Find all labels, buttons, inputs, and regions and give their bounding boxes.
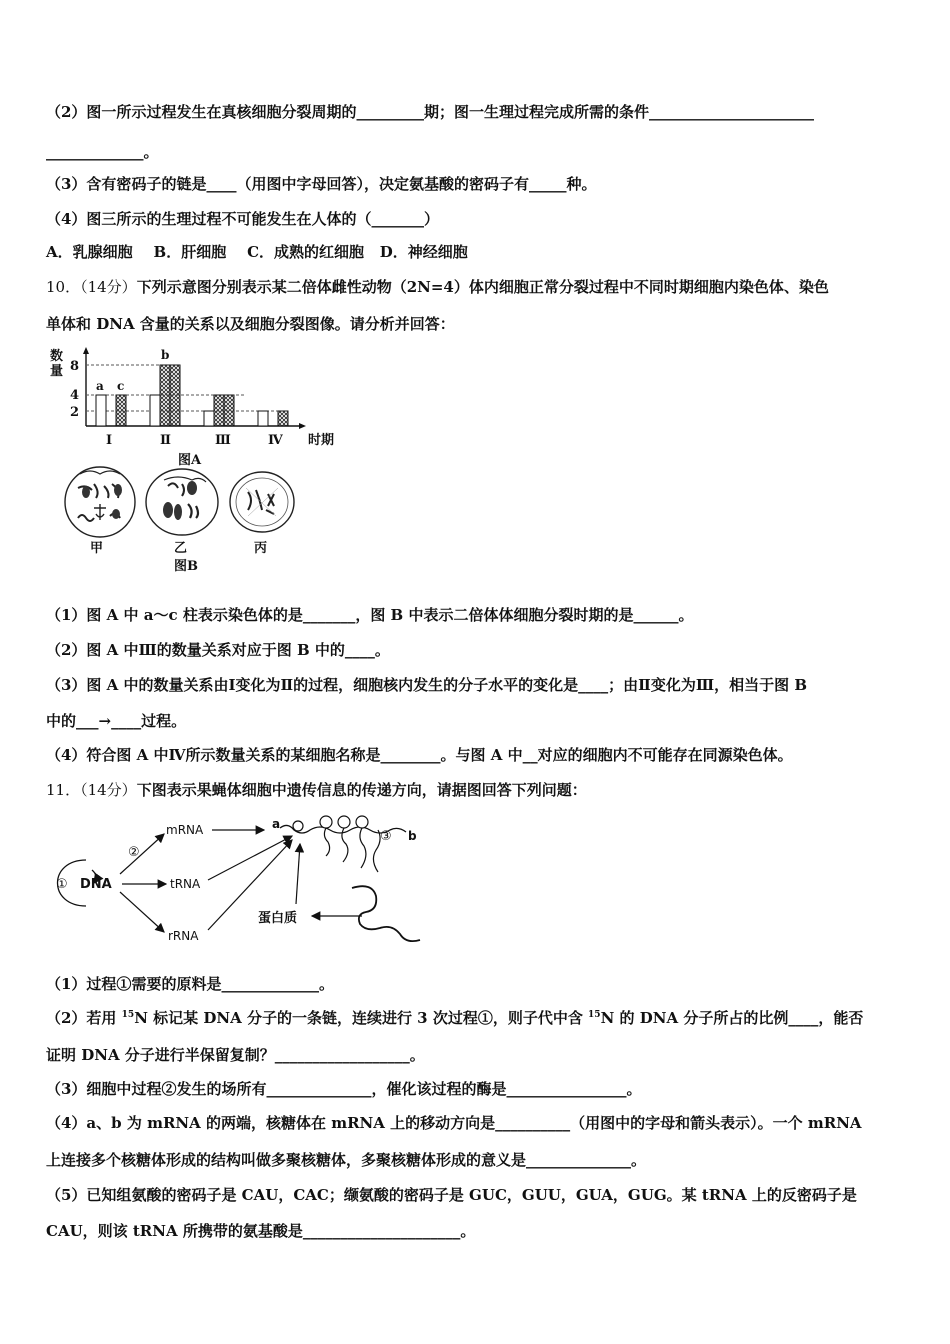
trna-label: tRNA: [170, 877, 201, 891]
fig-a-ytick-4: 4: [70, 388, 80, 403]
q10-part3-cont: 中的___→____过程。: [46, 712, 187, 730]
cell-yi-label: 乙: [174, 541, 188, 556]
fig-a-caption: 图A: [178, 453, 202, 468]
fig-a-xlabel: 时期: [308, 433, 335, 448]
rrna-label: rRNA: [168, 929, 199, 943]
q9-part4: （4）图三所示的生理过程不可能发生在人体的（_______）: [46, 210, 439, 228]
fig-a-label-b: b: [161, 348, 170, 362]
q10-part2: （2）图 A 中Ⅲ的数量关系对应于图 B 中的____。: [46, 641, 390, 659]
q10-heading: [46, 277, 910, 297]
fig-a-bar-II-b: [160, 365, 170, 426]
q10-stem-cont: 单体和 DNA 含量的关系以及细胞分裂图像。请分析并回答：: [46, 315, 455, 333]
fig-a-bar-III-c: [224, 395, 234, 426]
arrow-dna-rrna: [120, 892, 164, 932]
fig-a-period-I: Ⅰ: [106, 433, 113, 448]
figure-b: [60, 460, 310, 574]
dna-label: DNA: [80, 877, 112, 892]
q10-part3: （3）图 A 中的数量关系由Ⅰ变化为Ⅱ的过程，细胞核内发生的分子水平的变化是____；由Ⅱ变化为Ⅲ，相当于图 B: [46, 676, 807, 694]
figure-a: [44, 344, 364, 472]
q10-part1: （1）图 A 中 a～c 柱表示染色体的是_______，图 B 中表示二倍体体细胞分裂时期的是______。: [46, 606, 694, 624]
q11-part2-mid: N 标记某 DNA 分子的一条链，连续进行 3 次过程①，则子代中含: [134, 1009, 589, 1027]
q11-part2: [46, 1008, 910, 1028]
q11-part4: （4）a、b 为 mRNA 的两端，核糖体在 mRNA 上的移动方向是__________（用图中的字母和箭头表示）。一个 mRNA: [46, 1114, 862, 1132]
q11-part1: （1）过程①需要的原料是_____________。: [46, 975, 334, 993]
cell-jia: [65, 467, 135, 537]
q11-part5-cont: CAU，则该 tRNA 所携带的氨基酸是_____________________。: [46, 1222, 476, 1240]
q11-part2-pre: （2）若用: [46, 1009, 122, 1027]
process-2-label: ②: [128, 845, 140, 860]
mrna-end-a: a: [272, 817, 281, 831]
fig-a-ylabel-1: 数: [50, 349, 64, 364]
cell-yi: [146, 469, 218, 535]
q11-part2-sup1: 15: [121, 1010, 135, 1020]
protein-coil: [352, 886, 420, 941]
q11-part4-cont: 上连接多个核糖体形成的结构叫做多聚核糖体，多聚核糖体形成的意义是______________。: [46, 1151, 647, 1169]
fig-b-caption: 图B: [174, 559, 198, 574]
q11-stem: 下图表示果蝇体细胞中遗传信息的传递方向，请据图回答下列问题：: [136, 781, 587, 799]
mrna-end-b: b: [408, 829, 417, 843]
q11-part2-post: N 的 DNA 分子所占的比例____，能否: [600, 1009, 864, 1027]
fig-a-period-IV: Ⅳ: [268, 433, 283, 448]
fig-a-bar-I-c: [116, 395, 126, 426]
figure-gene-flow: [44, 808, 434, 950]
q11-heading: [46, 780, 910, 800]
fig-a-period-III: Ⅲ: [215, 433, 231, 448]
process-1-label: ①: [56, 877, 68, 892]
polysome: [293, 816, 368, 831]
fig-a-period-II: Ⅱ: [160, 433, 171, 448]
q11-number: 11．（14分）: [46, 781, 137, 799]
fig-a-label-c: c: [117, 379, 125, 393]
fig-a-bar-IV-a: [258, 411, 268, 426]
q10-stem: 下列示意图分别表示某二倍体雌性动物（2N=4）体内细胞正常分裂过程中不同时期细胞内染色体、染色: [136, 278, 829, 296]
fig-a-bar-I-a: [96, 395, 106, 426]
mrna-label: mRNA: [166, 823, 204, 837]
fig-a-label-a: a: [96, 379, 104, 393]
q9-options: A．乳腺细胞 B．肝细胞 C．成熟的红细胞 D．神经细胞: [46, 243, 468, 261]
q9-part2-cont: _____________。: [46, 143, 159, 161]
fig-a-y-arrow: [83, 347, 89, 354]
fig-a-bar-IV-c: [278, 411, 288, 426]
arrow-protein-ribosome: [296, 844, 300, 904]
polypeptide-chains: [324, 828, 380, 872]
q11-part3: （3）细胞中过程②发生的场所有______________，催化该过程的酶是________________。: [46, 1080, 642, 1098]
fig-a-bar-III-b: [214, 395, 224, 426]
q10-part4: （4）符合图 A 中Ⅳ所示数量关系的某细胞名称是________。与图 A 中__对应的细胞内不可能存在同源染色体。: [46, 746, 793, 764]
cell-bing: [230, 472, 294, 532]
arrow-dna-mrna: [120, 834, 164, 874]
q11-part2-sup2: 15: [588, 1010, 601, 1020]
arrow-trna-ribosome: [208, 836, 292, 880]
q9-part2: （2）图一所示过程发生在真核细胞分裂周期的_________期；图一生理过程完成所需的条件______________________: [46, 103, 814, 121]
q11-part2-cont: 证明 DNA 分子进行半保留复制？__________________。: [46, 1046, 425, 1064]
process-3-label: ③: [380, 829, 392, 844]
q10-number: 10．（14分）: [46, 278, 137, 296]
fig-a-ytick-2: 2: [70, 405, 80, 420]
q9-part3: （3）含有密码子的链是____（用图中字母回答），决定氨基酸的密码子有_____种。: [46, 175, 597, 193]
fig-a-bar-II-c: [170, 365, 180, 426]
protein-label: 蛋白质: [258, 911, 298, 926]
q11-part5: （5）已知组氨酸的密码子是 CAU，CAC；缬氨酸的密码子是 GUC，GUU，GUA，GUG。某 tRNA 上的反密码子是: [46, 1186, 857, 1204]
fig-a-x-arrow: [299, 423, 306, 429]
fig-a-bar-II-a: [150, 395, 160, 426]
cell-jia-label: 甲: [90, 541, 104, 556]
fig-a-bar-III-a: [204, 411, 214, 426]
fig-a-ylabel-2: 量: [50, 364, 64, 379]
cell-bing-label: 丙: [254, 541, 268, 556]
fig-a-ytick-8: 8: [70, 359, 80, 374]
